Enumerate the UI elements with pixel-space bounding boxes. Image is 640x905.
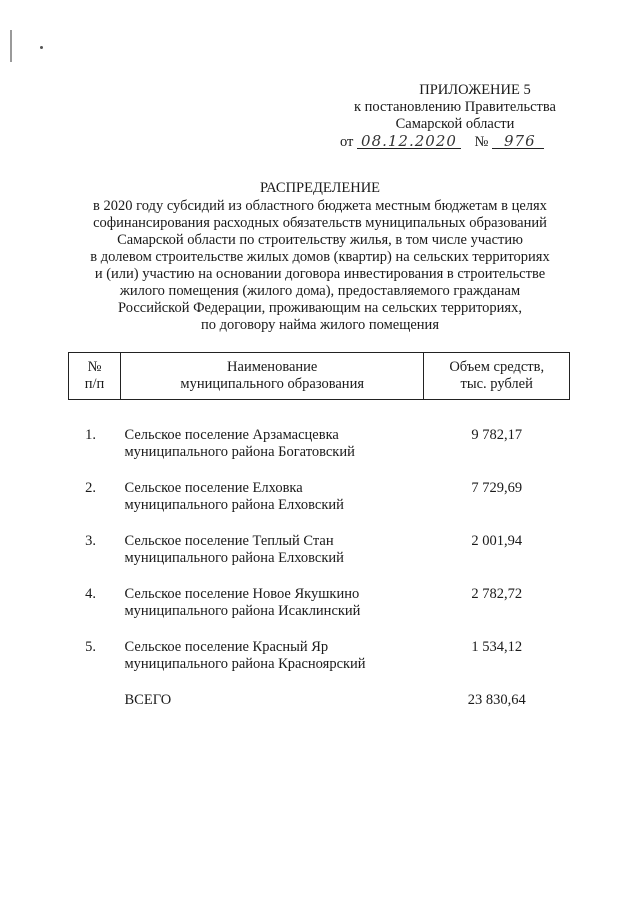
row-name	[121, 586, 424, 639]
row-name-line: муниципального района Богатовский	[124, 444, 355, 460]
heading-line: в долевом строительстве жилых домов (квартир) на сельских территориях	[90, 249, 550, 265]
header-amount-line: тыс. рублей	[460, 376, 533, 392]
appendix-title: ПРИЛОЖЕНИЕ 5	[419, 82, 531, 98]
table-row	[69, 586, 570, 639]
row-num: 2.	[85, 480, 96, 496]
total-num-empty	[69, 692, 121, 709]
scan-margin-mark	[10, 30, 12, 62]
row-name-line: муниципального района Елховский	[124, 497, 344, 513]
row-name	[121, 480, 424, 533]
row-name-line: муниципального района Исаклинский	[124, 603, 361, 619]
appendix-line-3: Самарской области	[395, 116, 515, 132]
handwritten-number: 976	[492, 134, 544, 149]
row-name-line: муниципального района Елховский	[124, 550, 344, 566]
table-row	[69, 639, 570, 692]
number-prefix: №	[474, 134, 489, 150]
handwritten-date: 08.12.2020	[357, 134, 461, 149]
total-label: ВСЕГО	[124, 692, 172, 708]
table-header-row	[69, 353, 570, 400]
row-amount: 7 729,69	[471, 480, 523, 496]
row-name-line: Сельское поселение Новое Якушкино	[124, 586, 360, 602]
table-row	[69, 427, 570, 480]
heading-line: жилого помещения (жилого дома), предоставляемого гражданам	[119, 283, 521, 299]
heading-line: по договору найма жилого помещения	[201, 317, 439, 333]
heading-title: РАСПРЕДЕЛЕНИЕ	[259, 180, 381, 196]
row-name	[121, 639, 424, 692]
row-num: 1.	[85, 427, 96, 443]
total-row	[69, 692, 570, 709]
heading-line: Самарской области по строительству жилья, в том числе участию	[117, 232, 523, 248]
header-num-line: №	[87, 359, 102, 375]
row-name-line: Сельское поселение Арзамасцевка	[124, 427, 339, 443]
row-name-line: Сельское поселение Красный Яр	[124, 639, 329, 655]
header-name-line: Наименование	[227, 359, 318, 375]
heading-line: в 2020 году субсидий из областного бюджета местным бюджетам в целях	[93, 198, 547, 214]
document-heading	[60, 180, 580, 334]
date-prefix: от	[340, 134, 354, 150]
row-amount: 2 001,94	[471, 533, 523, 549]
heading-line: софинансирования расходных обязательств муниципальных образований	[93, 215, 547, 231]
header-amount-line: Объем средств,	[449, 359, 545, 375]
header-amount	[424, 353, 570, 400]
heading-line: Российской Федерации, проживающим на сельских территориях,	[118, 300, 522, 316]
row-num: 3.	[85, 533, 96, 549]
appendix-block	[340, 82, 570, 151]
heading-line: и (или) участию на основании договора инвестирования в строительстве	[94, 266, 546, 282]
row-num: 5.	[85, 639, 96, 655]
row-amount: 1 534,12	[471, 639, 523, 655]
header-name-line: муниципального образования	[180, 376, 364, 392]
appendix-reference	[340, 134, 570, 151]
row-amount: 9 782,17	[471, 427, 523, 443]
row-name-line: муниципального района Красноярский	[124, 656, 366, 672]
appendix-line-2: к постановлению Правительства	[354, 99, 556, 115]
table-row	[69, 400, 570, 428]
row-name	[121, 533, 424, 586]
scan-dot	[40, 46, 43, 49]
row-num: 4.	[85, 586, 96, 602]
row-amount: 2 782,72	[471, 586, 523, 602]
header-num-line: п/п	[84, 376, 105, 392]
header-num	[69, 353, 121, 400]
total-amount: 23 830,64	[467, 692, 526, 708]
distribution-table	[68, 352, 570, 709]
row-name-line: Сельское поселение Елховка	[124, 480, 303, 496]
table-row	[69, 480, 570, 533]
row-name	[121, 427, 424, 480]
table-row	[69, 533, 570, 586]
row-name-line: Сельское поселение Теплый Стан	[124, 533, 334, 549]
header-name	[121, 353, 424, 400]
spacer	[69, 400, 570, 428]
